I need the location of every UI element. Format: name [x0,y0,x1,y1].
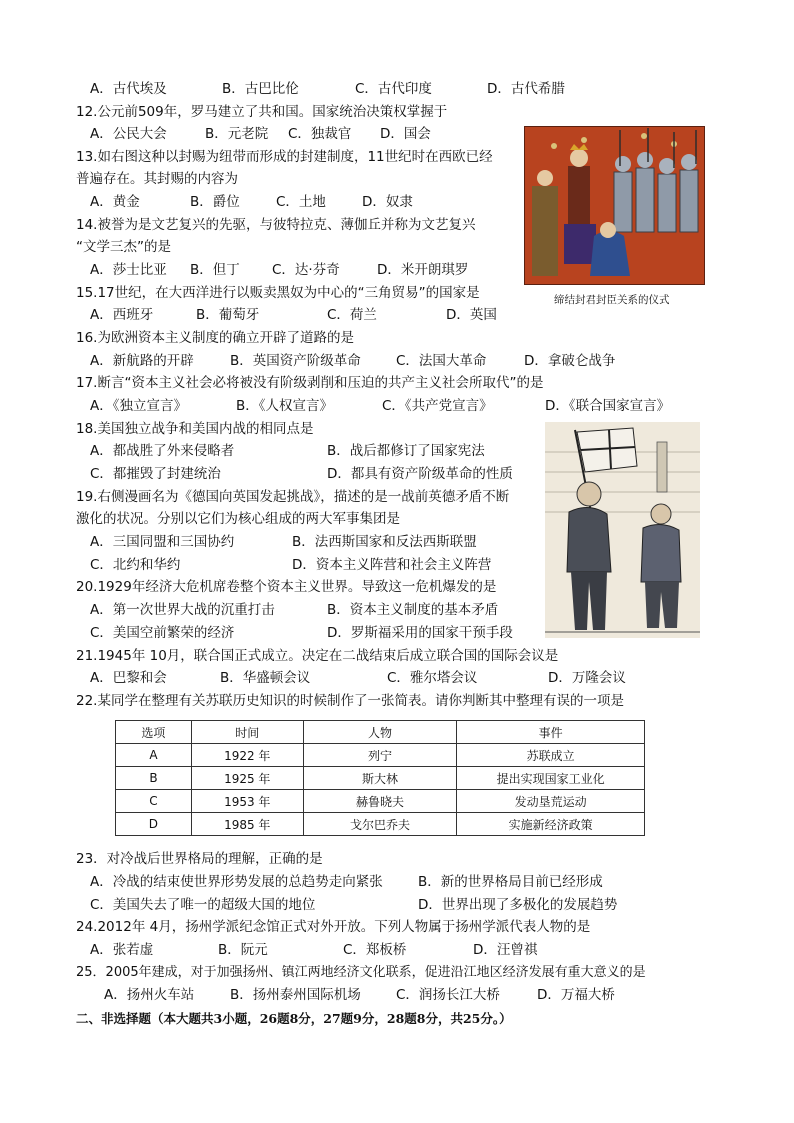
option-a: A．扬州火车站 [104,987,195,1003]
option-a: A．《独立宣言》 [90,398,187,414]
option-c: C．郑板桥 [343,942,407,958]
option-b: B．古巴比伦 [222,81,299,97]
option-c: C．北约和华约 [90,557,181,573]
option-b: B．资本主义制度的基本矛盾 [327,602,499,618]
q19-stem-line1: 19.右侧漫画名为《德国向英国发起挑战》，描述的是一战前英德矛盾不断 [76,489,510,505]
option-c: C．都摧毁了封建统治 [90,466,221,482]
option-c: C．美国失去了唯一的超级大国的地位 [90,897,316,913]
germany-challenge-cartoon [545,422,700,638]
option-d: D．英国 [446,307,497,323]
option-d: D．《联合国家宣言》 [545,398,671,414]
option-b: B．《人权宣言》 [236,398,334,414]
q20-stem: 20.1929年经济大危机席卷整个资本主义世界。导致这一危机爆发的是 [76,579,497,595]
option-b: B．元老院 [205,126,269,142]
q19-stem-line2: 激化的状况。分别以它们为核心组成的两大军事集团是 [76,511,400,527]
option-a: A．西班牙 [90,307,154,323]
table-header-row [116,721,645,744]
option-a: A．新航路的开辟 [90,353,194,369]
option-c: C．法国大革命 [396,353,487,369]
option-c: C．荷兰 [327,307,377,323]
table-cell: B [116,767,192,790]
table-header: 事件 [457,721,645,744]
q23-stem: 23．对冷战后世界格局的理解，正确的是 [76,851,323,867]
table-row [116,744,645,767]
q17-stem: 17.断言“资本主义社会必将被没有阶级剥削和压迫的共产主义社会所取代”的是 [76,375,544,391]
table-header: 时间 [191,721,303,744]
table-cell: 发动垦荒运动 [457,790,645,813]
option-a: A．黄金 [90,194,140,210]
table-header: 选项 [116,721,192,744]
q14-stem-line2: “文学三杰”的是 [76,239,171,255]
table-cell: C [116,790,192,813]
option-c: C．美国空前繁荣的经济 [90,625,235,641]
option-a: A．公民大会 [90,126,167,142]
option-a: A．张若虚 [90,942,154,958]
option-d: D．国会 [380,126,431,142]
option-c: C．达·芬奇 [272,262,340,278]
option-b: B．但丁 [190,262,240,278]
table-cell: A [116,744,192,767]
soviet-history-table [115,720,645,836]
table-row [116,813,645,836]
feudal-ceremony-image [524,126,705,285]
option-d: D．世界出现了多极化的发展趋势 [418,897,618,913]
option-a: A．第一次世界大战的沉重打击 [90,602,275,618]
option-d: D．米开朗琪罗 [377,262,469,278]
q13-stem-line1: 13.如右图这种以封赐为纽带而形成的封建制度，11世纪时在西欧已经 [76,149,493,165]
table-cell: 1985 年 [191,813,303,836]
option-a: A．都战胜了外来侵略者 [90,443,235,459]
table-cell: 1925 年 [191,767,303,790]
option-a: A．冷战的结束使世界形势发展的总趋势走向紧张 [90,874,383,890]
option-d: D．万隆会议 [548,670,626,686]
table-cell: 1953 年 [191,790,303,813]
option-b: B．华盛顿会议 [220,670,311,686]
q22-stem: 22.某同学在整理有关苏联历史知识的时候制作了一张简表。请你判断其中整理有误的一项是 [76,693,624,709]
option-c: C．润扬长江大桥 [396,987,500,1003]
table-cell: 实施新经济政策 [457,813,645,836]
option-b: B．新的世界格局目前已经形成 [418,874,603,890]
q13-stem-line2: 普遍存在。其封赐的内容为 [76,171,238,187]
table-row [116,790,645,813]
option-c: C．土地 [276,194,326,210]
q24-stem: 24.2012年 4月，扬州学派纪念馆正式对外开放。下列人物属于扬州学派代表人物的是 [76,919,591,935]
option-d: D．资本主义阵营和社会主义阵营 [292,557,492,573]
option-c: C．《共产党宣言》 [382,398,493,414]
table-cell: 斯大林 [303,767,457,790]
option-d: D．罗斯福采用的国家干预手段 [327,625,513,641]
option-d: D．汪曾祺 [473,942,538,958]
option-b: B．战后都修订了国家宪法 [327,443,485,459]
table-cell: 赫鲁晓夫 [303,790,457,813]
option-a: A．莎士比亚 [90,262,167,278]
option-c: C．雅尔塔会议 [387,670,478,686]
table-cell: D [116,813,192,836]
table-header: 人物 [303,721,457,744]
q21-stem: 21.1945年 10月，联合国正式成立。决定在二战结束后成立联合国的国际会议是 [76,648,559,664]
option-d: D．古代希腊 [487,81,565,97]
option-c: C．独裁官 [288,126,352,142]
table-cell: 1922 年 [191,744,303,767]
q18-stem: 18.美国独立战争和美国内战的相同点是 [76,421,314,437]
q12-stem: 12.公元前509年，罗马建立了共和国。国家统治决策权掌握于 [76,104,448,120]
option-d: D．万福大桥 [537,987,615,1003]
table-cell: 列宁 [303,744,457,767]
option-c: C．古代印度 [355,81,432,97]
option-d: D．奴隶 [362,194,413,210]
q15-stem: 15.17世纪，在大西洋进行以贩卖黑奴为中心的“三角贸易”的国家是 [76,285,480,301]
option-b: B．扬州泰州国际机场 [230,987,361,1003]
q16-stem: 16.为欧洲资本主义制度的确立开辟了道路的是 [76,330,354,346]
table-cell: 戈尔巴乔夫 [303,813,457,836]
option-b: B．阮元 [218,942,268,958]
option-b: B．爵位 [190,194,240,210]
table-row [116,767,645,790]
section-2-heading: 二、非选择题（本大题共3小题，26题8分，27题9分，28题8分，共25分。） [76,1011,512,1026]
option-a: A．古代埃及 [90,81,167,97]
option-a: A．巴黎和会 [90,670,167,686]
table-cell: 苏联成立 [457,744,645,767]
option-b: B．葡萄牙 [196,307,260,323]
figure-caption: 缔结封君封臣关系的仪式 [554,294,670,306]
q25-stem: 25．2005年建成，对于加强扬州、镇江两地经济文化联系，促进沿江地区经济发展有重大意义的是 [76,965,646,980]
table-cell: 提出实现国家工业化 [457,767,645,790]
option-b: B．英国资产阶级革命 [230,353,361,369]
q14-stem-line1: 14.被誉为是文艺复兴的先驱，与彼特拉克、薄伽丘并称为文艺复兴 [76,217,476,233]
option-d: D．都具有资产阶级革命的性质 [327,466,513,482]
option-d: D．拿破仑战争 [524,353,616,369]
option-b: B．法西斯国家和反法西斯联盟 [292,534,477,550]
option-a: A．三国同盟和三国协约 [90,534,235,550]
